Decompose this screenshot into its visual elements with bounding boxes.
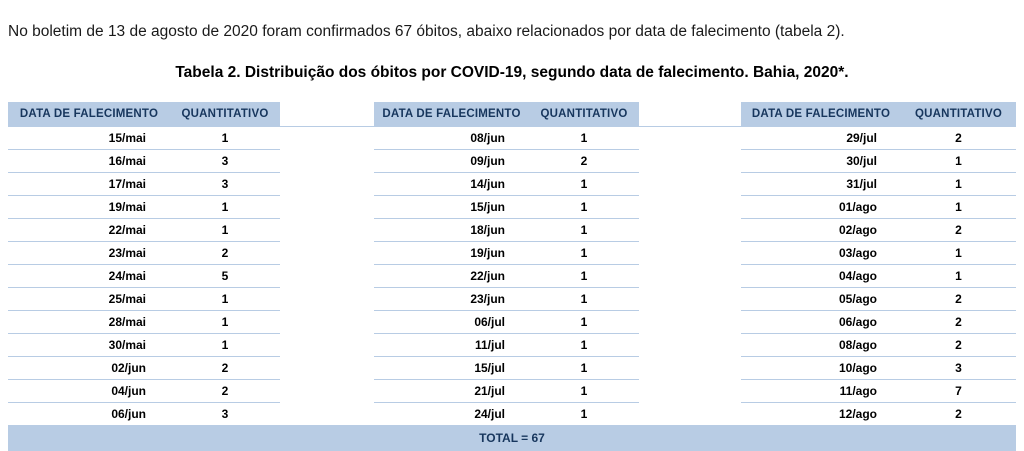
- cell-qty: 2: [901, 311, 1016, 334]
- cell-spacer: [639, 311, 741, 334]
- cell-date: 19/jun: [374, 242, 529, 265]
- table-row: [8, 265, 1016, 288]
- table-body: [8, 127, 1016, 451]
- cell-qty: 2: [170, 380, 280, 403]
- cell-date: 08/jun: [374, 127, 529, 150]
- cell-spacer: [639, 127, 741, 150]
- cell-date: 14/jun: [374, 173, 529, 196]
- cell-qty: 2: [901, 334, 1016, 357]
- cell-spacer: [639, 265, 741, 288]
- cell-date: 21/jul: [374, 380, 529, 403]
- cell-qty: 1: [901, 242, 1016, 265]
- cell-spacer: [639, 150, 741, 173]
- table-row: [8, 380, 1016, 403]
- header-qty-2: QUANTITATIVO: [529, 102, 639, 127]
- cell-date: 11/jul: [374, 334, 529, 357]
- table-row: [8, 334, 1016, 357]
- cell-qty: 2: [529, 150, 639, 173]
- table-row: [8, 127, 1016, 150]
- cell-date: 19/mai: [8, 196, 170, 219]
- cell-date: 06/ago: [741, 311, 901, 334]
- cell-qty: 1: [529, 403, 639, 426]
- cell-spacer: [639, 403, 741, 426]
- cell-date: 23/mai: [8, 242, 170, 265]
- header-qty-3: QUANTITATIVO: [901, 102, 1016, 127]
- cell-qty: 2: [901, 288, 1016, 311]
- cell-qty: 1: [529, 127, 639, 150]
- cell-qty: 2: [170, 357, 280, 380]
- deaths-table: [8, 102, 1016, 451]
- cell-date: 04/jun: [8, 380, 170, 403]
- cell-date: 15/mai: [8, 127, 170, 150]
- header-date-2: DATA DE FALECIMENTO: [374, 102, 529, 127]
- intro-paragraph: No boletim de 13 de agosto de 2020 foram confirmados 67 óbitos, abaixo relacionados por data de falecimento (tabela 2).: [8, 22, 845, 40]
- cell-date: 01/ago: [741, 196, 901, 219]
- cell-spacer: [280, 150, 374, 173]
- table-header-row: [8, 102, 1016, 127]
- total-label: TOTAL = 67: [8, 426, 1016, 451]
- cell-spacer: [280, 403, 374, 426]
- cell-qty: 1: [529, 173, 639, 196]
- cell-qty: 1: [170, 288, 280, 311]
- cell-spacer: [280, 219, 374, 242]
- table-header: [8, 102, 1016, 127]
- table-row: [8, 173, 1016, 196]
- cell-date: 11/ago: [741, 380, 901, 403]
- cell-date: 31/jul: [741, 173, 901, 196]
- deaths-table-container: [8, 102, 1016, 451]
- cell-qty: 1: [529, 196, 639, 219]
- cell-date: 15/jul: [374, 357, 529, 380]
- table-row: [8, 242, 1016, 265]
- cell-qty: 1: [170, 334, 280, 357]
- cell-date: 02/jun: [8, 357, 170, 380]
- cell-qty: 1: [901, 196, 1016, 219]
- table-row: [8, 403, 1016, 426]
- cell-spacer: [280, 380, 374, 403]
- table-row: [8, 150, 1016, 173]
- cell-spacer: [280, 311, 374, 334]
- cell-spacer: [280, 265, 374, 288]
- cell-date: 10/ago: [741, 357, 901, 380]
- cell-spacer: [280, 196, 374, 219]
- table-row: [8, 288, 1016, 311]
- cell-qty: 1: [901, 150, 1016, 173]
- cell-spacer: [639, 380, 741, 403]
- cell-qty: 2: [901, 219, 1016, 242]
- cell-spacer: [280, 288, 374, 311]
- cell-qty: 3: [170, 403, 280, 426]
- cell-date: 12/ago: [741, 403, 901, 426]
- cell-date: 03/ago: [741, 242, 901, 265]
- cell-qty: 1: [901, 173, 1016, 196]
- cell-spacer: [280, 357, 374, 380]
- cell-qty: 2: [170, 242, 280, 265]
- header-date-3: DATA DE FALECIMENTO: [741, 102, 901, 127]
- cell-date: 24/jul: [374, 403, 529, 426]
- header-qty-1: QUANTITATIVO: [170, 102, 280, 127]
- header-date-1: DATA DE FALECIMENTO: [8, 102, 170, 127]
- cell-qty: 1: [170, 127, 280, 150]
- cell-spacer: [639, 288, 741, 311]
- cell-spacer: [280, 127, 374, 150]
- cell-qty: 3: [901, 357, 1016, 380]
- table-total-row: [8, 426, 1016, 451]
- cell-date: 02/ago: [741, 219, 901, 242]
- cell-date: 28/mai: [8, 311, 170, 334]
- cell-spacer: [280, 242, 374, 265]
- cell-date: 09/jun: [374, 150, 529, 173]
- cell-date: 06/jul: [374, 311, 529, 334]
- cell-qty: 1: [529, 380, 639, 403]
- cell-date: 06/jun: [8, 403, 170, 426]
- cell-date: 16/mai: [8, 150, 170, 173]
- table-row: [8, 219, 1016, 242]
- cell-date: 23/jun: [374, 288, 529, 311]
- cell-spacer: [639, 242, 741, 265]
- table-row: [8, 196, 1016, 219]
- cell-date: 17/mai: [8, 173, 170, 196]
- cell-qty: 1: [170, 311, 280, 334]
- cell-spacer: [639, 173, 741, 196]
- cell-spacer: [639, 196, 741, 219]
- cell-date: 15/jun: [374, 196, 529, 219]
- cell-qty: 7: [901, 380, 1016, 403]
- cell-qty: 1: [529, 219, 639, 242]
- cell-date: 24/mai: [8, 265, 170, 288]
- cell-qty: 1: [529, 357, 639, 380]
- cell-qty: 1: [529, 334, 639, 357]
- cell-qty: 1: [529, 265, 639, 288]
- cell-spacer: [280, 173, 374, 196]
- cell-date: 22/jun: [374, 265, 529, 288]
- cell-date: 30/mai: [8, 334, 170, 357]
- cell-date: 08/ago: [741, 334, 901, 357]
- cell-qty: 5: [170, 265, 280, 288]
- cell-date: 30/jul: [741, 150, 901, 173]
- header-spacer-2: [639, 102, 741, 127]
- cell-date: 18/jun: [374, 219, 529, 242]
- cell-spacer: [639, 219, 741, 242]
- cell-qty: 3: [170, 173, 280, 196]
- cell-qty: 2: [901, 127, 1016, 150]
- cell-qty: 1: [901, 265, 1016, 288]
- cell-date: 22/mai: [8, 219, 170, 242]
- cell-date: 25/mai: [8, 288, 170, 311]
- table-row: [8, 357, 1016, 380]
- cell-date: 29/jul: [741, 127, 901, 150]
- cell-qty: 1: [170, 219, 280, 242]
- cell-qty: 2: [901, 403, 1016, 426]
- cell-spacer: [639, 334, 741, 357]
- cell-date: 04/ago: [741, 265, 901, 288]
- cell-spacer: [639, 357, 741, 380]
- cell-qty: 1: [170, 196, 280, 219]
- cell-qty: 1: [529, 242, 639, 265]
- table-row: [8, 311, 1016, 334]
- table-title: Tabela 2. Distribuição dos óbitos por COVID-19, segundo data de falecimento. Bahia, 2020*.: [175, 63, 849, 81]
- cell-spacer: [280, 334, 374, 357]
- cell-qty: 1: [529, 288, 639, 311]
- cell-date: 05/ago: [741, 288, 901, 311]
- cell-qty: 1: [529, 311, 639, 334]
- cell-qty: 3: [170, 150, 280, 173]
- header-spacer-1: [280, 102, 374, 127]
